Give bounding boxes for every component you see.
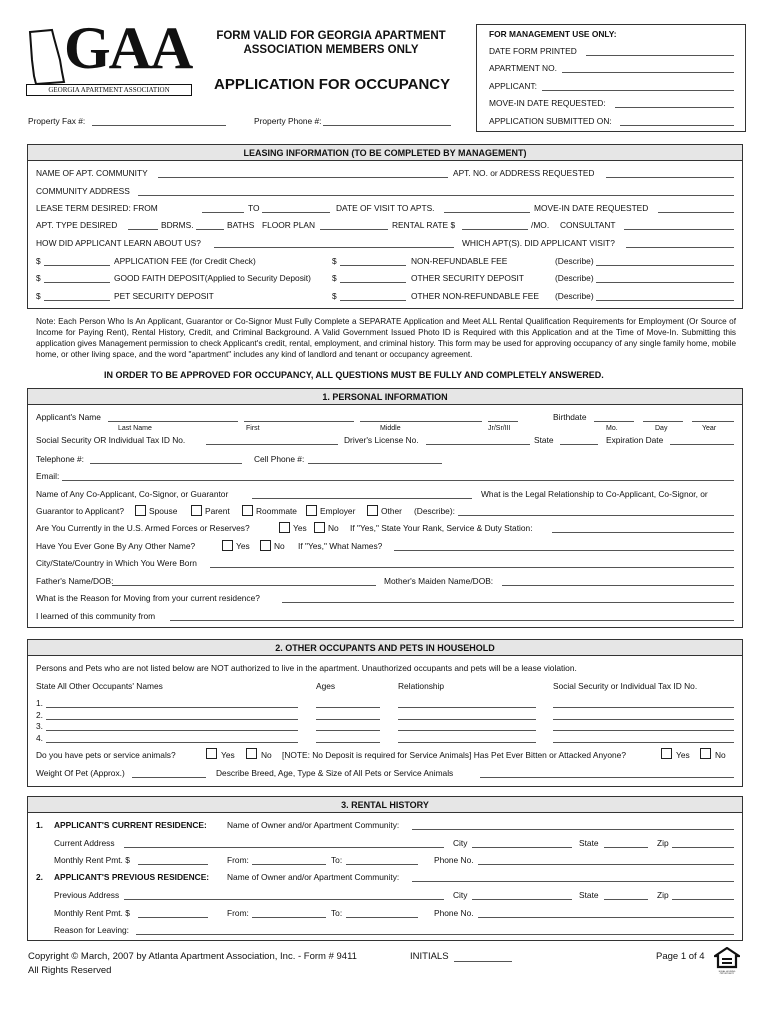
last-name-field[interactable]: [108, 421, 238, 422]
ssn-field[interactable]: [206, 444, 338, 445]
describe-field[interactable]: [458, 515, 734, 516]
rental-heading: 3. RENTAL HISTORY: [28, 797, 742, 813]
pets-yes-label: Yes: [221, 750, 235, 760]
current-phone-label: Phone No.: [434, 855, 474, 865]
armed-forces-yes-checkbox[interactable]: [279, 522, 290, 533]
occupant-relationship-field[interactable]: [398, 730, 536, 731]
equal-housing-icon: [714, 947, 740, 973]
community-name-label: NAME OF APT. COMMUNITY: [36, 168, 148, 178]
mgmt-move-in-field[interactable]: [615, 107, 734, 108]
employer-checkbox[interactable]: [306, 505, 317, 516]
previous-zip-field[interactable]: [672, 899, 734, 900]
previous-address-label: Previous Address: [54, 890, 120, 900]
mgmt-applicant-label: APPLICANT:: [489, 81, 537, 91]
how-learn-label: HOW DID APPLICANT LEARN ABOUT US?: [36, 238, 201, 248]
occupant-ssn-header: Social Security or Individual Tax ID No.: [553, 681, 698, 691]
pets-note-label: [NOTE: No Deposit is required for Service Animals] Has Pet Ever Bitten or Attacked Anyone?: [282, 750, 626, 760]
previous-owner-field[interactable]: [412, 881, 734, 882]
previous-phone-field[interactable]: [478, 917, 734, 918]
describe-label: (Describe):: [414, 506, 455, 516]
property-phone-label: Property Phone #:: [254, 116, 322, 126]
rental-rate-label: RENTAL RATE $: [392, 220, 456, 230]
first-name-field[interactable]: [244, 421, 354, 422]
visit-date-label: DATE OF VISIT TO APTS.: [336, 203, 435, 213]
move-in-requested-field[interactable]: [658, 212, 734, 213]
rank-field[interactable]: [552, 532, 734, 533]
suffix-caption: Jr/Sr/III: [488, 425, 511, 432]
telephone-label: Telephone #:: [36, 454, 84, 464]
other-security-label: OTHER SECURITY DEPOSIT: [411, 273, 524, 283]
other-checkbox[interactable]: [367, 505, 378, 516]
occupant-ssn-field[interactable]: [553, 719, 734, 720]
roommate-label: Roommate: [256, 506, 297, 516]
current-rent-field[interactable]: [138, 864, 208, 865]
other-name-no-checkbox[interactable]: [260, 540, 271, 551]
current-state-field[interactable]: [604, 847, 648, 848]
cell-phone-label: Cell Phone #:: [254, 454, 305, 464]
mother-field[interactable]: [502, 585, 734, 586]
community-address-field[interactable]: [138, 195, 734, 196]
parent-label: Parent: [205, 506, 230, 516]
page-title: APPLICATION FOR OCCUPANCY: [214, 76, 451, 93]
current-address-field[interactable]: [124, 847, 444, 848]
mgmt-move-in-label: MOVE-IN DATE REQUESTED:: [489, 98, 606, 108]
previous-phone-label: Phone No.: [434, 908, 474, 918]
community-address-label: COMMUNITY ADDRESS: [36, 186, 130, 196]
occupant-name-field[interactable]: [46, 707, 298, 708]
armed-forces-no-label: No: [328, 523, 339, 533]
mgmt-apartment-no-label: APARTMENT NO.: [489, 63, 557, 73]
current-zip-field[interactable]: [672, 847, 734, 848]
suffix-field[interactable]: [488, 421, 518, 422]
move-in-requested-label: MOVE-IN DATE REQUESTED: [534, 203, 649, 213]
dl-state-field[interactable]: [560, 444, 598, 445]
lease-to-field[interactable]: [262, 212, 330, 213]
reason-leaving-label: Reason for Leaving:: [54, 925, 129, 935]
current-city-field[interactable]: [472, 847, 572, 848]
pets-question-label: Do you have pets or service animals?: [36, 750, 176, 760]
app-fee-field[interactable]: [44, 265, 110, 266]
other-security-field[interactable]: [340, 282, 406, 283]
current-to-label: To:: [331, 855, 343, 865]
lease-to-label: TO: [248, 203, 260, 213]
per-month-label: /MO.: [531, 220, 550, 230]
current-number: 1.: [36, 820, 43, 830]
approval-notice: IN ORDER TO BE APPROVED FOR OCCUPANCY, ALL QUESTIONS MUST BE FULLY AND COMPLETELY ANSWERED.: [104, 370, 604, 380]
personal-heading: 1. PERSONAL INFORMATION: [28, 389, 742, 405]
occupant-relationship-field[interactable]: [398, 742, 536, 743]
co-applicant-label: Name of Any Co-Applicant, Co-Signor, or Guarantor: [36, 489, 229, 499]
other-nonrefundable-dollar: $: [332, 291, 337, 301]
other-security-dollar: $: [332, 273, 337, 283]
current-owner-label: Name of Owner and/or Apartment Community:: [227, 820, 400, 830]
other-name-no-label: No: [274, 541, 285, 551]
previous-owner-label: Name of Owner and/or Apartment Community:: [227, 872, 400, 882]
occupant-age-field[interactable]: [316, 719, 380, 720]
app-fee-dollar: $: [36, 256, 41, 266]
previous-residence-label: APPLICANT'S PREVIOUS RESIDENCE:: [54, 872, 210, 882]
birth-day-field[interactable]: [643, 421, 683, 422]
occupant-name-field[interactable]: [46, 730, 298, 731]
baths-field[interactable]: [196, 229, 224, 230]
rental-section: [27, 796, 743, 941]
email-label: Email:: [36, 471, 60, 481]
bitten-no-checkbox[interactable]: [700, 748, 711, 759]
current-zip-label: Zip: [657, 838, 669, 848]
reason-moving-label: What is the Reason for Moving from your current residence?: [36, 593, 260, 603]
floor-plan-label: FLOOR PLAN: [262, 220, 316, 230]
first-name-caption: First: [246, 425, 260, 432]
leasing-heading: LEASING INFORMATION (TO BE COMPLETED BY MANAGEMENT): [28, 145, 742, 161]
good-faith-dollar: $: [36, 273, 41, 283]
day-caption: Day: [655, 425, 668, 432]
consultant-label: CONSULTANT: [560, 220, 616, 230]
what-names-field[interactable]: [394, 550, 734, 551]
what-names-label: If "Yes," What Names?: [298, 541, 383, 551]
relationship-label: What is the Legal Relationship to Co-Applicant, Co-Signor, or: [481, 489, 708, 499]
mgmt-heading: FOR MANAGEMENT USE ONLY:: [489, 29, 617, 39]
copyright: Copyright © March, 2007 by Atlanta Apartment Association, Inc. - Form # 9411: [28, 951, 357, 962]
previous-address-field[interactable]: [124, 899, 444, 900]
property-phone-field[interactable]: [323, 125, 451, 126]
spouse-checkbox[interactable]: [135, 505, 146, 516]
equal-housing-text: EQUAL HOUSING OPPORTUNITY: [718, 971, 736, 975]
father-field[interactable]: [112, 585, 376, 586]
initials-field[interactable]: [454, 961, 512, 962]
other-label: Other: [381, 506, 402, 516]
occupant-relationship-field[interactable]: [398, 719, 536, 720]
mgmt-applicant-field[interactable]: [542, 90, 734, 91]
co-applicant-field[interactable]: [252, 498, 472, 499]
occupant-relationship-header: Relationship: [398, 681, 445, 691]
pet-deposit-dollar: $: [36, 291, 41, 301]
current-owner-field[interactable]: [412, 829, 734, 830]
how-learn-field[interactable]: [214, 247, 454, 248]
consultant-field[interactable]: [624, 229, 734, 230]
father-label: Father's Name/DOB:: [36, 576, 114, 586]
rank-label: If "Yes," State Your Rank, Service & Duty Station:: [350, 523, 533, 533]
rental-rate-field[interactable]: [462, 229, 528, 230]
lease-term-label: LEASE TERM DESIRED: FROM: [36, 203, 158, 213]
valid-line-2: ASSOCIATION MEMBERS ONLY: [243, 44, 419, 56]
previous-zip-label: Zip: [657, 890, 669, 900]
bdrms-label: BDRMS.: [161, 220, 194, 230]
occupant-age-field[interactable]: [316, 707, 380, 708]
occupant-names-header: State All Other Occupants' Names: [36, 681, 163, 691]
gaa-logo: [26, 15, 194, 98]
drivers-license-field[interactable]: [426, 444, 530, 445]
birthplace-label: City/State/Country in Which You Were Born: [36, 558, 197, 568]
previous-from-label: From:: [227, 908, 249, 918]
mgmt-submitted-field[interactable]: [620, 125, 734, 126]
drivers-license-label: Driver's License No.: [344, 435, 419, 445]
page-number: Page 1 of 4: [656, 951, 705, 962]
other-nonrefundable-describe-label: (Describe): [555, 291, 594, 301]
applicant-name-label: Applicant's Name: [36, 412, 101, 422]
property-fax-field[interactable]: [92, 125, 226, 126]
reason-leaving-field[interactable]: [136, 934, 734, 935]
pet-weight-label: Weight Of Pet (Approx.): [36, 768, 125, 778]
other-security-describe-field[interactable]: [596, 282, 734, 283]
current-phone-field[interactable]: [478, 864, 734, 865]
current-from-label: From:: [227, 855, 249, 865]
logo-subtitle: GEORGIA APARTMENT ASSOCIATION: [26, 84, 192, 96]
reason-moving-field[interactable]: [282, 602, 734, 603]
cell-phone-field[interactable]: [308, 463, 442, 464]
logo-letters: GAA: [64, 15, 192, 81]
middle-name-caption: Middle: [380, 425, 401, 432]
year-caption: Year: [702, 425, 717, 432]
other-name-label: Have You Ever Gone By Any Other Name?: [36, 541, 196, 551]
previous-to-field[interactable]: [346, 917, 418, 918]
app-fee-label: APPLICATION FEE (for Credit Check): [114, 256, 256, 266]
nonrefundable-field[interactable]: [340, 265, 406, 266]
other-name-yes-checkbox[interactable]: [222, 540, 233, 551]
visit-date-field[interactable]: [444, 212, 530, 213]
lease-from-field[interactable]: [202, 212, 244, 213]
occupants-warning: Persons and Pets who are not listed below are NOT authorized to live in the apartment. Unauthorized occupants and pets will be a lease violation.: [36, 663, 577, 673]
current-state-label: State: [579, 838, 599, 848]
occupants-section: [27, 639, 743, 787]
bitten-no-label: No: [715, 750, 726, 760]
current-address-label: Current Address: [54, 838, 115, 848]
rights: All Rights Reserved: [28, 965, 112, 976]
previous-number: 2.: [36, 872, 43, 882]
apt-type-label: APT. TYPE DESIRED: [36, 220, 118, 230]
parent-checkbox[interactable]: [191, 505, 202, 516]
previous-state-label: State: [579, 890, 599, 900]
guarantor-label: Guarantor to Applicant?: [36, 506, 124, 516]
bitten-yes-label: Yes: [676, 750, 690, 760]
occupant-ssn-field[interactable]: [553, 707, 734, 708]
email-field[interactable]: [62, 480, 734, 481]
armed-forces-yes-label: Yes: [293, 523, 307, 533]
previous-to-label: To:: [331, 908, 343, 918]
pets-yes-checkbox[interactable]: [206, 748, 217, 759]
baths-label: BATHS: [227, 220, 255, 230]
current-from-field[interactable]: [252, 864, 326, 865]
previous-city-field[interactable]: [472, 899, 572, 900]
previous-state-field[interactable]: [604, 899, 648, 900]
nonrefundable-dollar: $: [332, 256, 337, 266]
occupant-name-field[interactable]: [46, 719, 298, 720]
occupant-ssn-field[interactable]: [553, 742, 734, 743]
previous-city-label: City: [453, 890, 468, 900]
roommate-checkbox[interactable]: [242, 505, 253, 516]
apt-no-label: APT. NO. or ADDRESS REQUESTED: [453, 168, 595, 178]
other-nonrefundable-label: OTHER NON-REFUNDABLE FEE: [411, 291, 539, 301]
other-nonrefundable-describe-field[interactable]: [596, 300, 734, 301]
pet-deposit-field[interactable]: [44, 300, 110, 301]
occupant-row-number: 2.: [36, 709, 43, 720]
which-apts-field[interactable]: [626, 247, 734, 248]
initials-label: INITIALS: [410, 951, 449, 962]
learned-label: I learned of this community from: [36, 611, 156, 621]
floor-plan-field[interactable]: [320, 229, 388, 230]
birthplace-field[interactable]: [210, 567, 734, 568]
month-caption: Mo.: [606, 425, 618, 432]
good-faith-label: GOOD FAITH DEPOSIT(Applied to Security Deposit): [114, 273, 311, 283]
occupant-age-field[interactable]: [316, 730, 380, 731]
pet-deposit-label: PET SECURITY DEPOSIT: [114, 291, 214, 301]
mgmt-date-printed-label: DATE FORM PRINTED: [489, 46, 577, 56]
occupant-row-number: 3.: [36, 721, 43, 731]
previous-rent-label: Monthly Rent Pmt. $: [54, 908, 130, 918]
property-fax-label: Property Fax #:: [28, 116, 86, 126]
nonrefundable-describe-label: (Describe): [555, 256, 594, 266]
good-faith-field[interactable]: [44, 282, 110, 283]
bitten-yes-checkbox[interactable]: [661, 748, 672, 759]
armed-forces-no-checkbox[interactable]: [314, 522, 325, 533]
expiration-field[interactable]: [670, 444, 734, 445]
telephone-field[interactable]: [90, 463, 242, 464]
occupant-row-number: 1.: [36, 698, 43, 708]
valid-line-1: FORM VALID FOR GEORGIA APARTMENT: [216, 30, 446, 42]
apt-no-field[interactable]: [606, 177, 734, 178]
other-name-yes-label: Yes: [236, 541, 250, 551]
birth-year-field[interactable]: [692, 421, 734, 422]
dl-state-label: State: [534, 435, 554, 445]
note-paragraph: Note: Each Person Who Is An Applicant, Guarantor or Co-Signor Must Fully Complete a SEPARATE Application and Meet ALL Rental Qualification Requirements for Employment (Or Source of Income for Paying Rent), Rental History, Credit, and Criminal Background. A Valid Government Issued Photo ID is Required with this Application and at the Time of Move-In. Submitting this application gives Management permission to check Applicant's credit, rental, employment, and criminal history. This form may be used for approving occupancy of any single family home, mobile home, or other living space, and the word "apartment" includes any kind of landlord and tenant or occupancy agreement.: [36, 317, 736, 359]
learned-field[interactable]: [170, 620, 734, 621]
birth-month-field[interactable]: [594, 421, 634, 422]
occupant-ssn-field[interactable]: [553, 730, 734, 731]
birthdate-label: Birthdate: [553, 412, 587, 422]
ssn-label: Social Security OR Individual Tax ID No.: [36, 435, 186, 445]
mgmt-date-printed-field[interactable]: [586, 55, 734, 56]
bdrms-field[interactable]: [128, 229, 158, 230]
mgmt-submitted-label: APPLICATION SUBMITTED ON:: [489, 116, 612, 126]
pets-no-label: No: [261, 750, 272, 760]
pet-breed-label: Describe Breed, Age, Type & Size of All Pets or Service Animals: [216, 768, 454, 778]
occupant-name-field[interactable]: [46, 742, 298, 743]
which-apts-label: WHICH APT(S). DID APPLICANT VISIT?: [462, 238, 615, 248]
nonrefundable-label: NON-REFUNDABLE FEE: [411, 256, 508, 266]
mgmt-apartment-no-field[interactable]: [562, 72, 734, 73]
current-residence-label: APPLICANT'S CURRENT RESIDENCE:: [54, 820, 207, 830]
previous-rent-field[interactable]: [138, 917, 208, 918]
expiration-label: Expiration Date: [606, 435, 664, 445]
last-name-caption: Last Name: [118, 425, 152, 432]
current-city-label: City: [453, 838, 468, 848]
pets-no-checkbox[interactable]: [246, 748, 257, 759]
nonrefundable-describe-field[interactable]: [596, 265, 734, 266]
occupant-row-number: 4.: [36, 732, 43, 743]
middle-name-field[interactable]: [360, 421, 482, 422]
occupants-heading: 2. OTHER OCCUPANTS AND PETS IN HOUSEHOLD: [28, 640, 742, 656]
pet-weight-field[interactable]: [132, 777, 206, 778]
occupant-age-field[interactable]: [316, 742, 380, 743]
other-security-describe-label: (Describe): [555, 273, 594, 283]
occupant-ages-header: Ages: [316, 681, 336, 691]
other-nonrefundable-field[interactable]: [340, 300, 406, 301]
current-rent-label: Monthly Rent Pmt. $: [54, 855, 130, 865]
previous-from-field[interactable]: [252, 917, 326, 918]
employer-label: Employer: [320, 506, 356, 516]
occupant-relationship-field[interactable]: [398, 707, 536, 708]
spouse-label: Spouse: [149, 506, 178, 516]
pet-breed-field[interactable]: [480, 777, 734, 778]
community-name-field[interactable]: [158, 177, 448, 178]
mother-label: Mother's Maiden Name/DOB:: [384, 576, 494, 586]
armed-forces-label: Are You Currently in the U.S. Armed Forces or Reserves?: [36, 523, 250, 533]
current-to-field[interactable]: [346, 864, 418, 865]
